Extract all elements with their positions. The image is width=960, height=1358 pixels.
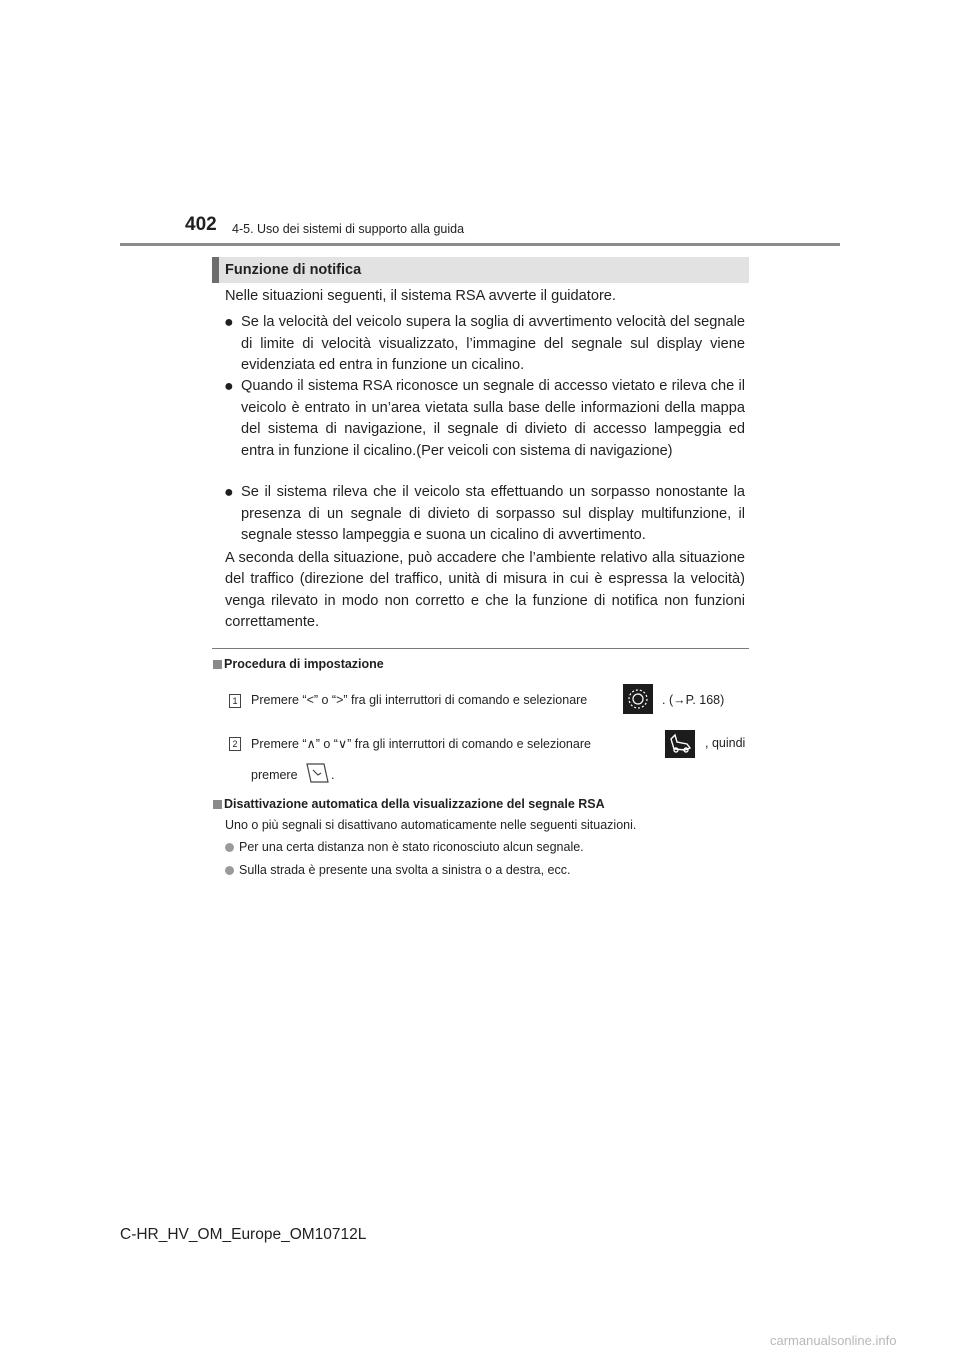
notification-bullet: Se il sistema rileva che il veicolo sta effettuando un sorpasso nonostante la presenza di un segnale di divieto di sorpasso sul display multifunzione, il segnale stesso lampeggia e suona un cicalino di avvertimento. bbox=[241, 484, 745, 543]
settings-gear-icon bbox=[623, 684, 653, 714]
square-bullet-icon bbox=[213, 660, 222, 669]
ok-button-icon bbox=[304, 760, 330, 786]
section-intro: Nelle situazioni seguenti, il sistema RSA avverte il guidatore. bbox=[225, 288, 616, 304]
auto-off-description: Uno o più segnali si disattivano automaticamente nelle seguenti situazioni. bbox=[225, 818, 637, 832]
auto-off-title: Disattivazione automatica della visualizzazione del segnale RSA bbox=[224, 797, 605, 811]
page-number: 402 bbox=[185, 214, 217, 235]
auto-off-item: Per una certa distanza non è stato riconosciuto alcun segnale. bbox=[239, 840, 584, 854]
chapter-title: 4-5. Uso dei sistemi di supporto alla guida bbox=[232, 222, 465, 236]
section-divider bbox=[212, 648, 749, 649]
procedure-title: Procedura di impostazione bbox=[224, 657, 384, 671]
bullet-dot-icon: ● bbox=[224, 314, 234, 331]
step-text: Premere “∧” o “∨” fra gli interruttori di comando e selezionare bbox=[251, 737, 591, 751]
step-text-end: , quindi bbox=[705, 736, 746, 750]
watermark-text: carmanualsonline.info bbox=[770, 1333, 897, 1348]
bullet-dot-icon: ● bbox=[224, 378, 234, 395]
bullet-dot-icon: ● bbox=[224, 484, 234, 501]
step-number: 1 bbox=[229, 694, 241, 708]
section-header bbox=[212, 257, 749, 283]
header-divider bbox=[120, 243, 840, 246]
bullet-dot-icon bbox=[225, 866, 234, 875]
notification-bullet: Quando il sistema RSA riconosce un segnale di accesso vietato e rileva che il veicolo è entrato in un’area vietata sulla base delle informazioni della mappa del sistema di navigazione, il segnale di divieto di accesso lampeggia ed entra in funzione il cicalino.(Per veicoli con sistema di navigazione) bbox=[241, 378, 745, 459]
auto-off-item: Sulla strada è presente una svolta a sinistra o a destra, ecc. bbox=[239, 863, 571, 877]
document-code: C-HR_HV_OM_Europe_OM10712L bbox=[120, 1226, 367, 1243]
section-header-bar bbox=[212, 257, 219, 283]
bullet-dot-icon bbox=[225, 843, 234, 852]
section-title: Funzione di notifica bbox=[225, 262, 362, 278]
rsa-car-icon bbox=[665, 730, 695, 758]
step-period: . bbox=[331, 768, 335, 782]
situation-paragraph: A seconda della situazione, può accadere che l’ambiente relativo alla situazione del traffico (direzione del traffico, unità di misura in cui è espressa la velocità) venga rilevato in modo non corretto e che la funzione di notifica non funzioni correttamente. bbox=[225, 550, 745, 631]
step-number: 2 bbox=[229, 737, 241, 751]
notification-bullet: Se la velocità del veicolo supera la soglia di avvertimento velocità del segnale di limite di velocità visualizzato, l’immagine del segnale sul display viene evidenziata ed entra in funzione un cicalino. bbox=[241, 314, 745, 373]
step-text: Premere “<” o “>” fra gli interruttori di comando e selezionare bbox=[251, 693, 588, 707]
step-text-continued: premere bbox=[251, 768, 298, 782]
square-bullet-icon bbox=[213, 800, 222, 809]
page-reference: . (→P. 168) bbox=[662, 693, 725, 707]
